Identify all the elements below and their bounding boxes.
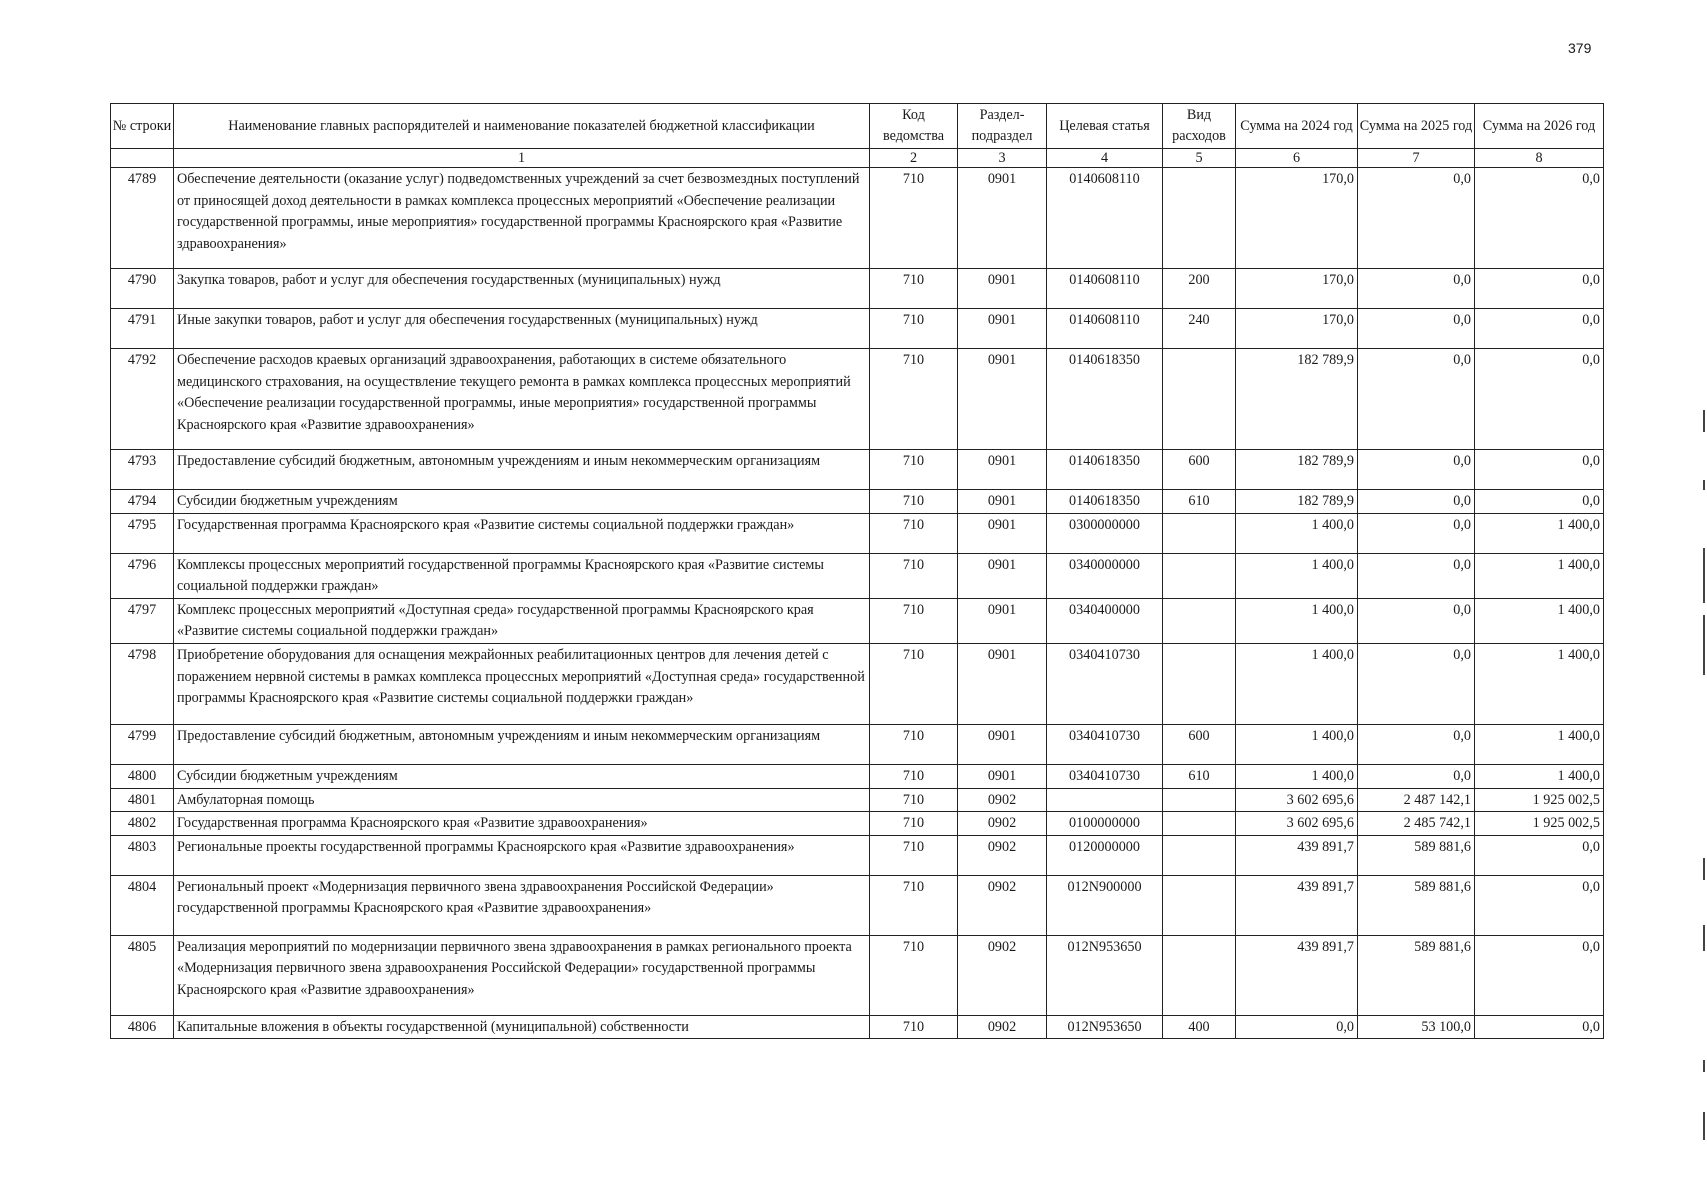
table-row (111, 553, 1604, 598)
expense-type (1163, 643, 1236, 724)
indicator-name: Предоставление субсидий бюджетным, автономным учреждениям и иным некоммерческим организациям (174, 450, 870, 490)
sum-2024: 1 400,0 (1236, 513, 1358, 553)
table-row (111, 450, 1604, 490)
row-number: 4793 (111, 450, 174, 490)
dept-code: 710 (870, 450, 958, 490)
sum-2025: 0,0 (1358, 643, 1475, 724)
table-row (111, 1015, 1604, 1039)
sum-2026: 0,0 (1475, 309, 1604, 349)
target-article: 012N900000 (1047, 875, 1163, 935)
section-code: 0902 (958, 812, 1047, 836)
sum-2026: 0,0 (1475, 935, 1604, 1015)
indicator-name: Региональные проекты государственной программы Красноярского края «Развитие здравоохранения» (174, 835, 870, 875)
target-article: 0340410730 (1047, 643, 1163, 724)
expense-type (1163, 168, 1236, 269)
table-row (111, 269, 1604, 309)
sum-2024: 0,0 (1236, 1015, 1358, 1039)
dept-code: 710 (870, 724, 958, 764)
table-row (111, 598, 1604, 643)
section-code: 0901 (958, 643, 1047, 724)
target-article (1047, 788, 1163, 812)
sum-2025: 0,0 (1358, 764, 1475, 788)
section-code: 0901 (958, 349, 1047, 450)
dept-code: 710 (870, 513, 958, 553)
sum-2026: 0,0 (1475, 875, 1604, 935)
expense-type (1163, 349, 1236, 450)
sum-2026: 0,0 (1475, 1015, 1604, 1039)
sum-2026: 1 400,0 (1475, 513, 1604, 553)
sum-2026: 1 400,0 (1475, 643, 1604, 724)
dept-code: 710 (870, 598, 958, 643)
dept-code: 710 (870, 269, 958, 309)
page-number: 379 (1568, 40, 1592, 56)
target-article: 012N953650 (1047, 935, 1163, 1015)
column-number: 5 (1163, 149, 1236, 168)
sum-2025: 589 881,6 (1358, 835, 1475, 875)
sum-2024: 1 400,0 (1236, 553, 1358, 598)
header-dept-code: Код ведомства (870, 104, 958, 149)
section-code: 0901 (958, 269, 1047, 309)
row-number: 4796 (111, 553, 174, 598)
sum-2026: 0,0 (1475, 349, 1604, 450)
sum-2024: 1 400,0 (1236, 764, 1358, 788)
sum-2024: 439 891,7 (1236, 835, 1358, 875)
expense-type: 600 (1163, 450, 1236, 490)
section-code: 0901 (958, 450, 1047, 490)
indicator-name: Субсидии бюджетным учреждениям (174, 490, 870, 514)
section-code: 0901 (958, 764, 1047, 788)
expense-type: 240 (1163, 309, 1236, 349)
expense-type: 200 (1163, 269, 1236, 309)
expense-type (1163, 875, 1236, 935)
sum-2024: 1 400,0 (1236, 643, 1358, 724)
target-article: 0140618350 (1047, 349, 1163, 450)
table-row (111, 349, 1604, 450)
indicator-name: Комплекс процессных мероприятий «Доступная среда» государственной программы Красноярского края «Развитие системы социальной поддержки граждан» (174, 598, 870, 643)
target-article: 0140608110 (1047, 269, 1163, 309)
expense-type: 610 (1163, 764, 1236, 788)
table-row (111, 168, 1604, 269)
column-number: 7 (1358, 149, 1475, 168)
header-section: Раздел-подраздел (958, 104, 1047, 149)
sum-2024: 3 602 695,6 (1236, 788, 1358, 812)
section-code: 0902 (958, 875, 1047, 935)
sum-2026: 1 400,0 (1475, 724, 1604, 764)
target-article: 0140618350 (1047, 450, 1163, 490)
sum-2025: 53 100,0 (1358, 1015, 1475, 1039)
target-article: 0300000000 (1047, 513, 1163, 553)
table-row (111, 764, 1604, 788)
column-number: 4 (1047, 149, 1163, 168)
sum-2025: 0,0 (1358, 349, 1475, 450)
sum-2025: 2 485 742,1 (1358, 812, 1475, 836)
sum-2024: 439 891,7 (1236, 875, 1358, 935)
expense-type (1163, 812, 1236, 836)
table-row (111, 643, 1604, 724)
sum-2025: 0,0 (1358, 553, 1475, 598)
section-code: 0902 (958, 835, 1047, 875)
sum-2026: 1 400,0 (1475, 553, 1604, 598)
row-number: 4795 (111, 513, 174, 553)
row-number: 4804 (111, 875, 174, 935)
section-code: 0901 (958, 513, 1047, 553)
target-article: 0140608110 (1047, 309, 1163, 349)
row-number: 4798 (111, 643, 174, 724)
row-number: 4792 (111, 349, 174, 450)
row-number: 4794 (111, 490, 174, 514)
sum-2024: 3 602 695,6 (1236, 812, 1358, 836)
section-code: 0902 (958, 935, 1047, 1015)
row-number: 4789 (111, 168, 174, 269)
sum-2024: 170,0 (1236, 168, 1358, 269)
indicator-name: Комплексы процессных мероприятий государственной программы Красноярского края «Развитие системы социальной поддержки граждан» (174, 553, 870, 598)
sum-2025: 0,0 (1358, 309, 1475, 349)
table-row (111, 490, 1604, 514)
expense-type (1163, 835, 1236, 875)
column-number: 8 (1475, 149, 1604, 168)
row-number: 4800 (111, 764, 174, 788)
target-article: 0100000000 (1047, 812, 1163, 836)
expense-type (1163, 513, 1236, 553)
sum-2026: 0,0 (1475, 835, 1604, 875)
sum-2025: 0,0 (1358, 513, 1475, 553)
table-body (111, 168, 1604, 1039)
dept-code: 710 (870, 875, 958, 935)
section-code: 0902 (958, 1015, 1047, 1039)
row-number: 4803 (111, 835, 174, 875)
indicator-name: Закупка товаров, работ и услуг для обеспечения государственных (муниципальных) нужд (174, 269, 870, 309)
sum-2024: 439 891,7 (1236, 935, 1358, 1015)
target-article: 0340400000 (1047, 598, 1163, 643)
dept-code: 710 (870, 168, 958, 269)
sum-2025: 0,0 (1358, 490, 1475, 514)
sum-2026: 1 925 002,5 (1475, 788, 1604, 812)
section-code: 0901 (958, 724, 1047, 764)
sum-2025: 0,0 (1358, 269, 1475, 309)
column-number: 1 (174, 149, 870, 168)
dept-code: 710 (870, 553, 958, 598)
row-number: 4791 (111, 309, 174, 349)
table-row (111, 788, 1604, 812)
sum-2024: 182 789,9 (1236, 490, 1358, 514)
dept-code: 710 (870, 835, 958, 875)
sum-2025: 0,0 (1358, 168, 1475, 269)
row-number: 4799 (111, 724, 174, 764)
sum-2025: 0,0 (1358, 724, 1475, 764)
target-article: 0120000000 (1047, 835, 1163, 875)
indicator-name: Государственная программа Красноярского края «Развитие системы социальной поддержки граждан» (174, 513, 870, 553)
sum-2026: 1 400,0 (1475, 598, 1604, 643)
header-sum-2026: Сумма на 2026 год (1475, 104, 1604, 149)
dept-code: 710 (870, 643, 958, 724)
row-number: 4806 (111, 1015, 174, 1039)
sum-2025: 0,0 (1358, 450, 1475, 490)
dept-code: 710 (870, 935, 958, 1015)
expense-type: 600 (1163, 724, 1236, 764)
header-name: Наименование главных распорядителей и наименование показателей бюджетной классификации (174, 104, 870, 149)
expense-type (1163, 598, 1236, 643)
table-row (111, 309, 1604, 349)
target-article: 0140618350 (1047, 490, 1163, 514)
dept-code: 710 (870, 764, 958, 788)
sum-2025: 2 487 142,1 (1358, 788, 1475, 812)
dept-code: 710 (870, 1015, 958, 1039)
sum-2025: 0,0 (1358, 598, 1475, 643)
indicator-name: Предоставление субсидий бюджетным, автономным учреждениям и иным некоммерческим организациям (174, 724, 870, 764)
table-row (111, 835, 1604, 875)
sum-2026: 0,0 (1475, 168, 1604, 269)
sum-2026: 0,0 (1475, 490, 1604, 514)
table-row (111, 935, 1604, 1015)
dept-code: 710 (870, 788, 958, 812)
header-row-no: № строки (111, 104, 174, 149)
row-number: 4790 (111, 269, 174, 309)
sum-2024: 1 400,0 (1236, 724, 1358, 764)
section-code: 0901 (958, 553, 1047, 598)
row-number: 4805 (111, 935, 174, 1015)
column-number: 6 (1236, 149, 1358, 168)
indicator-name: Амбулаторная помощь (174, 788, 870, 812)
target-article: 0340000000 (1047, 553, 1163, 598)
dept-code: 710 (870, 812, 958, 836)
dept-code: 710 (870, 349, 958, 450)
indicator-name: Капитальные вложения в объекты государственной (муниципальной) собственности (174, 1015, 870, 1039)
expense-type: 610 (1163, 490, 1236, 514)
expense-type (1163, 553, 1236, 598)
section-code: 0902 (958, 788, 1047, 812)
target-article: 0340410730 (1047, 724, 1163, 764)
table-row (111, 513, 1604, 553)
indicator-name: Субсидии бюджетным учреждениям (174, 764, 870, 788)
indicator-name: Государственная программа Красноярского края «Развитие здравоохранения» (174, 812, 870, 836)
indicator-name: Обеспечение деятельности (оказание услуг) подведомственных учреждений за счет безвозмездных поступлений от приносящей доход деятельности в рамках комплекса процессных мероприятий «Обеспечение реализации государственной программы, иные мероприятия» государственной программы Красноярского края «Развитие здравоохранения» (174, 168, 870, 269)
sum-2024: 182 789,9 (1236, 349, 1358, 450)
dept-code: 710 (870, 309, 958, 349)
indicator-name: Реализация мероприятий по модернизации первичного звена здравоохранения в рамках регионального проекта «Модернизация первичного звена здравоохранения Российской Федерации» государственной программы Красноярского края «Развитие здравоохранения» (174, 935, 870, 1015)
sum-2025: 589 881,6 (1358, 935, 1475, 1015)
row-number: 4802 (111, 812, 174, 836)
expense-type: 400 (1163, 1015, 1236, 1039)
column-number: 3 (958, 149, 1047, 168)
sum-2024: 1 400,0 (1236, 598, 1358, 643)
sum-2026: 1 925 002,5 (1475, 812, 1604, 836)
header-row (111, 104, 1604, 149)
sum-2025: 589 881,6 (1358, 875, 1475, 935)
sum-2024: 182 789,9 (1236, 450, 1358, 490)
sum-2024: 170,0 (1236, 309, 1358, 349)
expense-type (1163, 788, 1236, 812)
sum-2026: 1 400,0 (1475, 764, 1604, 788)
indicator-name: Иные закупки товаров, работ и услуг для обеспечения государственных (муниципальных) нужд (174, 309, 870, 349)
section-code: 0901 (958, 598, 1047, 643)
header-sum-2025: Сумма на 2025 год (1358, 104, 1475, 149)
budget-table (110, 103, 1604, 1039)
row-number: 4797 (111, 598, 174, 643)
sum-2026: 0,0 (1475, 269, 1604, 309)
section-code: 0901 (958, 168, 1047, 269)
column-number-row (111, 149, 1604, 168)
table-row (111, 812, 1604, 836)
column-number: 2 (870, 149, 958, 168)
table-row (111, 724, 1604, 764)
target-article: 012N953650 (1047, 1015, 1163, 1039)
target-article: 0340410730 (1047, 764, 1163, 788)
sum-2024: 170,0 (1236, 269, 1358, 309)
dept-code: 710 (870, 490, 958, 514)
header-sum-2024: Сумма на 2024 год (1236, 104, 1358, 149)
indicator-name: Приобретение оборудования для оснащения межрайонных реабилитационных центров для лечения детей с поражением нервной системы в рамках комплекса процессных мероприятий «Доступная среда» государственной программы Красноярского края «Развитие системы социальной поддержки граждан» (174, 643, 870, 724)
indicator-name: Обеспечение расходов краевых организаций здравоохранения, работающих в системе обязательного медицинского страхования, на осуществление текущего ремонта в рамках комплекса процессных мероприятий «Обеспечение реализации государственной программы, иные мероприятия» государственной программы Красноярского края «Развитие здравоохранения» (174, 349, 870, 450)
row-number: 4801 (111, 788, 174, 812)
target-article: 0140608110 (1047, 168, 1163, 269)
header-article: Целевая статья (1047, 104, 1163, 149)
section-code: 0901 (958, 309, 1047, 349)
section-code: 0901 (958, 490, 1047, 514)
table-row (111, 875, 1604, 935)
sum-2026: 0,0 (1475, 450, 1604, 490)
column-number (111, 149, 174, 168)
expense-type (1163, 935, 1236, 1015)
indicator-name: Региональный проект «Модернизация первичного звена здравоохранения Российской Федерации» государственной программы Красноярского края «Развитие здравоохранения» (174, 875, 870, 935)
header-expense-type: Вид расходов (1163, 104, 1236, 149)
